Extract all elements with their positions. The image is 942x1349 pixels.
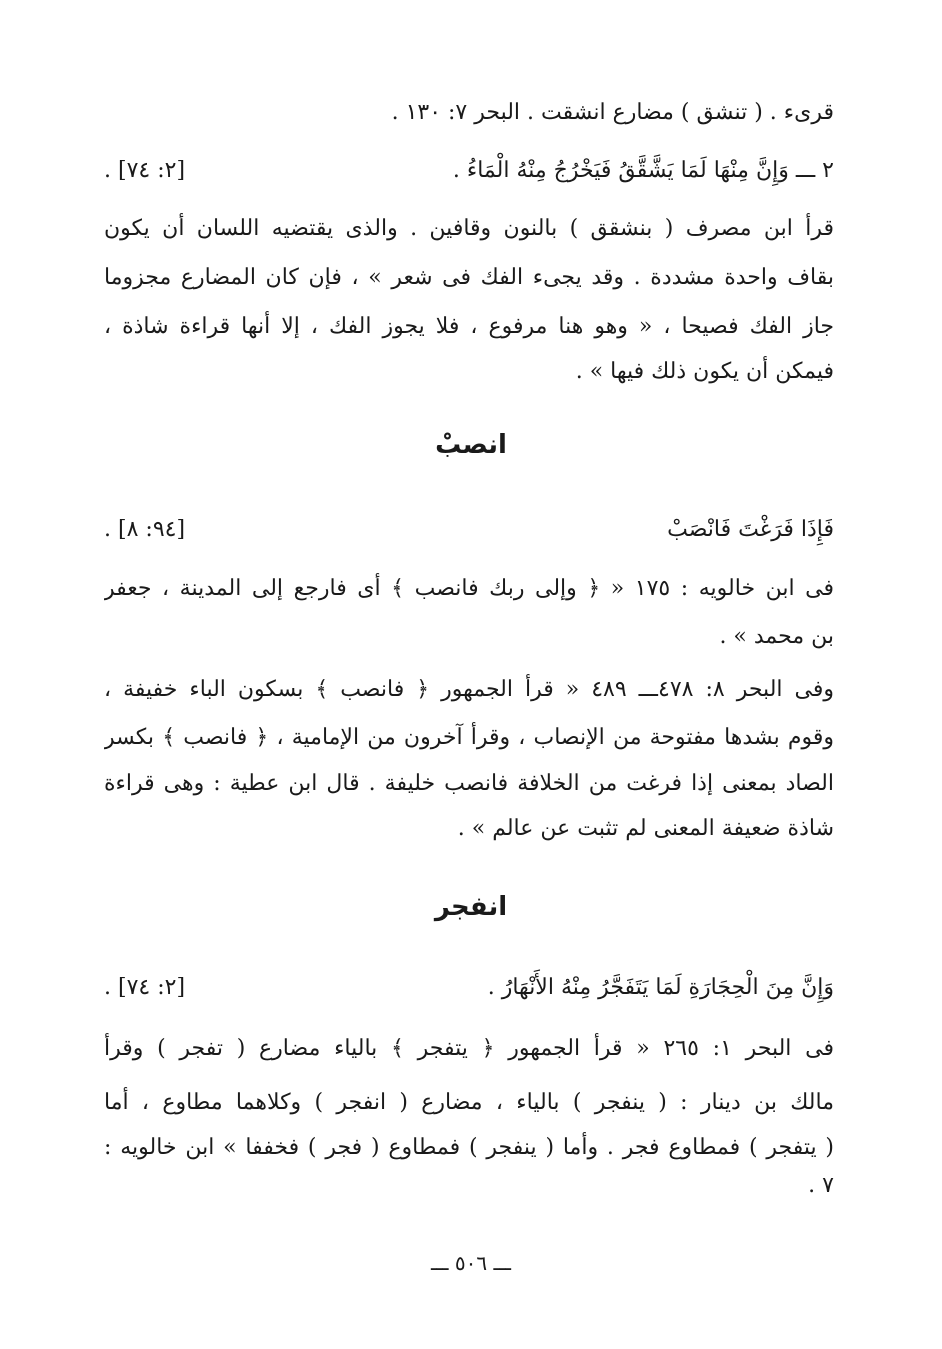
paragraph-line: بن محمد » . [719,624,834,649]
verse-reference: [٩٤: ٨] . [104,517,186,542]
section-heading: انصبْ [435,430,507,460]
paragraph-line: مالك بن دينار : ( ينفجر ) بالياء ، مضارع ( انفجر ) وكلاهما مطاوع ، أما [104,1090,834,1115]
text-line: قرىء . ( تنشق ) مضارع انشقت . البحر ٧: ١٣٠ . [391,100,834,125]
section-heading: انفجر [434,892,508,922]
paragraph-line: ( يتفجر ) فمطاوع فجر . وأما ( ينفجر ) فمطاوع ( فجر ) فخففا » ابن خالويه : [104,1135,834,1160]
verse-reference: [٢: ٧٤] . [104,158,186,183]
paragraph-line: بقاف واحدة مشددة . وقد يجىء الفك فى شعر » ، فإن كان المضارع مجزوما [104,265,834,290]
paragraph-line: الصاد بمعنى إذا فرغت من الخلافة فانصب خليفة . قال ابن عطية : وهى قراءة [104,771,834,796]
paragraph-line: ٧ . [808,1173,834,1198]
paragraph-line: فيمكن أن يكون ذلك فيها » . [575,359,834,384]
quran-verse: ٢ ـــ وَإِنَّ مِنْهَا لَمَا يَشَّقَّقُ فَيَخْرُجُ مِنْهُ الْمَاءُ . [452,158,834,183]
paragraph-line: جاز الفك فصيحا ، « وهو هنا مرفوع ، فلا يجوز الفك ، إلا أنها قراءة شاذة ، [104,314,834,339]
paragraph-line: قرأ ابن مصرف ( بنشقق ) بالنون وقافين . والذى يقتضيه اللسان أن يكون [104,216,834,241]
page-number: ـــ ٥٠٦ ـــ [430,1251,512,1275]
paragraph-line: فى البحر ١: ٢٦٥ « قرأ الجمهور ﴿ يتفجر ﴾ بالياء مضارع ( تفجر ) وقرأ [104,1036,834,1061]
paragraph-line: وفى البحر ٨: ٤٧٨ـــ ٤٨٩ « قرأ الجمهور ﴿ فانصب ﴾ بسكون الباء خفيفة ، [104,677,834,702]
verse-reference: [٢: ٧٤] . [104,975,186,1000]
paragraph-line: وقوم بشدها مفتوحة من الإنصاب ، وقرأ آخرون من الإمامية ، ﴿ فانصب ﴾ بكسر [104,725,834,750]
quran-verse: وَإِنَّ مِنَ الْحِجَارَةِ لَمَا يَتَفَجَّرُ مِنْهُ الأَنْهَارُ . [487,975,834,1000]
paragraph-line: شاذة ضعيفة المعنى لم تثبت عن عالم » . [457,816,834,841]
paragraph-line: فى ابن خالويه : ١٧٥ « ﴿ وإلى ربك فانصب ﴾ أى فارجع إلى المدينة ، جعفر [104,576,834,601]
quran-verse: فَإِذَا فَرَغْتَ فَانْصَبْ [667,517,834,542]
